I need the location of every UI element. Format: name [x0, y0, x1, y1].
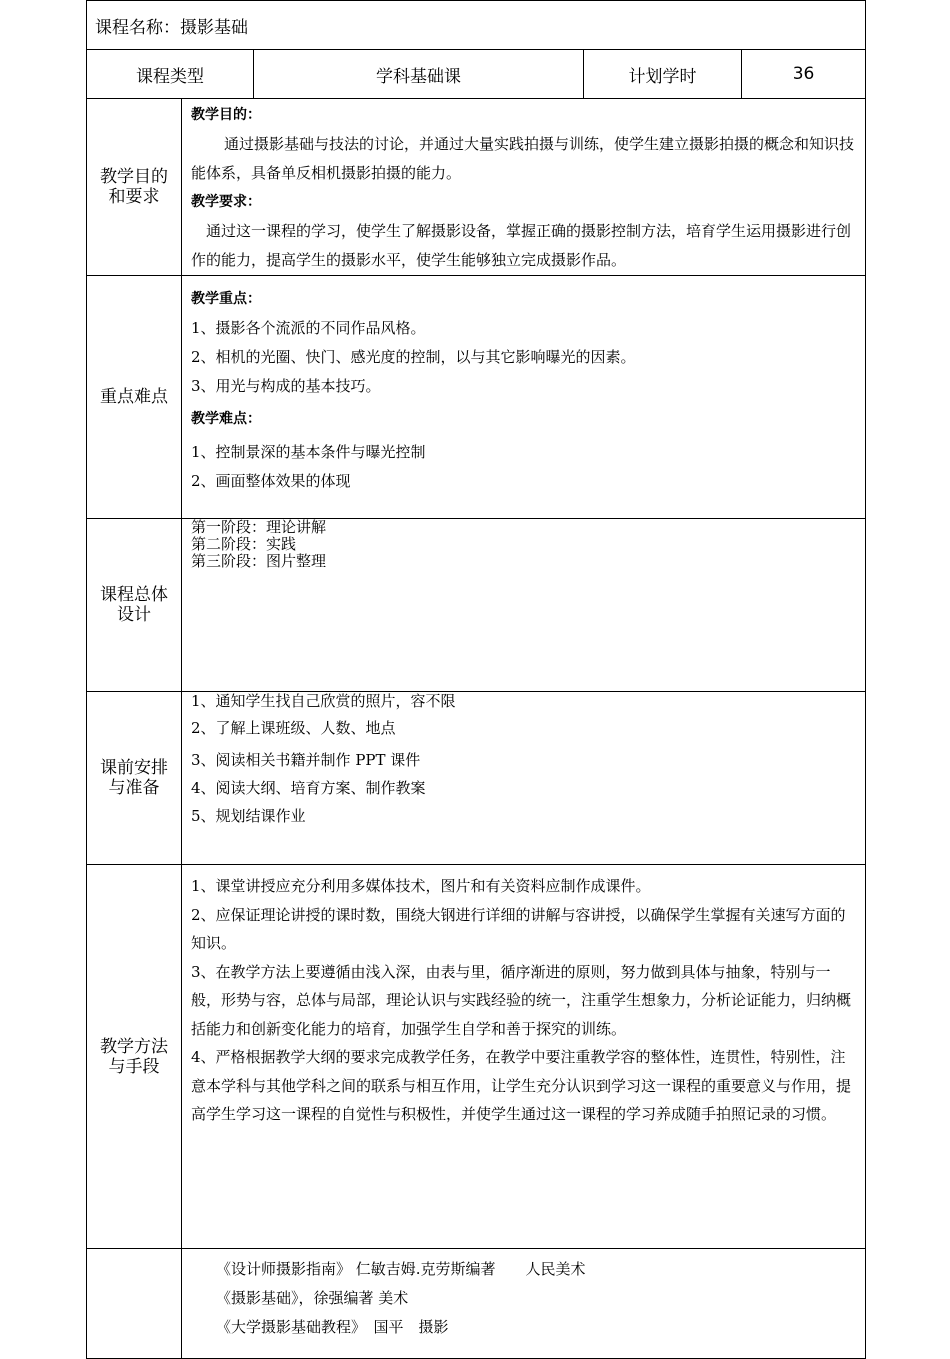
purpose-heading: 教学目的： — [191, 107, 261, 123]
method-item: 1、课堂讲授应充分利用多媒体技术，图片和有关资料应制作成课件。 — [191, 877, 651, 895]
design-stage: 第三阶段：图片整理 — [191, 552, 327, 570]
references-content — [182, 1249, 866, 1359]
method-item: 4、严格根据教学大纲的要求完成教学任务，在教学中要注重教学容的整体性，连贯性，特别性，注意本学科与其他学科之间的联系与相互作用，让学生充分认识到学习这一课程的重要意义与作用，提高学生学习这一课程的自觉性与积极性，并使学生通过这一课程的学习养成随手拍照记录的习惯。 — [191, 1048, 852, 1123]
methods-content — [182, 865, 866, 1249]
focus-item: 2、相机的光圈、快门、感光度的控制，以与其它影响曝光的因素。 — [191, 348, 636, 366]
preparation-item: 5、规划结课作业 — [191, 807, 306, 825]
design-label — [87, 519, 182, 692]
objectives-row — [87, 99, 866, 276]
methods-label-line1: 教学方法 — [100, 1036, 168, 1057]
course-type-label: 课程类型 — [87, 50, 254, 99]
focus-item: 1、摄影各个流派的不同作品风格。 — [191, 319, 426, 337]
design-stage: 第一阶段：理论讲解 — [191, 518, 327, 536]
reference-item: 《摄影基础》，徐强编著 美术 — [216, 1289, 409, 1307]
methods-label-line2: 与手段 — [108, 1056, 160, 1077]
course-sheet — [86, 0, 865, 1344]
preparation-label-line1: 课前安排 — [100, 758, 168, 778]
reference-item: 《设计师摄影指南》 仁敏吉姆.克劳斯编著 人民美术 — [216, 1260, 586, 1278]
objectives-label-line1: 教学目的 — [100, 167, 168, 187]
design-stage: 第二阶段：实践 — [191, 535, 297, 553]
focus-item: 3、用光与构成的基本技巧。 — [191, 377, 381, 395]
design-label-line2: 设计 — [117, 605, 151, 625]
methods-label — [87, 865, 182, 1249]
requirement-text: 通过这一课程的学习，使学生了解摄影设备，掌握正确的摄影控制方法，培育学生运用摄影进行创作的能力，提高学生的摄影水平，使学生能够独立完成摄影作品。 — [191, 222, 852, 269]
preparation-item: 1、通知学生找自己欣赏的照片，容不限 — [191, 692, 456, 710]
references-label — [87, 1249, 182, 1359]
preparation-item: 4、阅读大纲、培育方案、制作教案 — [191, 779, 426, 797]
difficulty-heading: 教学难点： — [191, 411, 261, 427]
preparation-label — [87, 692, 182, 865]
course-title: 课程名称：摄影基础 — [87, 1, 866, 50]
purpose-text: 通过摄影基础与技法的讨论，并通过大量实践拍摄与训练，使学生建立摄影拍摄的概念和知识技能体系，具备单反相机摄影拍摄的能力。 — [191, 135, 855, 182]
difficulty-item: 2、画面整体效果的体现 — [191, 472, 351, 490]
focus-heading: 教学重点： — [191, 291, 261, 307]
key-points-row — [87, 276, 866, 519]
preparation-row — [87, 692, 866, 865]
design-row — [87, 519, 866, 692]
preparation-label-line2: 与准备 — [108, 778, 160, 798]
objectives-label — [87, 99, 182, 276]
reference-item: 《大学摄影基础教程》 国平 摄影 — [216, 1318, 449, 1336]
objectives-content — [182, 99, 866, 276]
title-row — [87, 1, 866, 50]
key-points-content — [182, 276, 866, 519]
course-table — [86, 0, 866, 1359]
difficulty-item: 1、控制景深的基本条件与曝光控制 — [191, 443, 426, 461]
preparation-item: 3、阅读相关书籍并制作 PPT 课件 — [191, 751, 421, 769]
objectives-label-line2: 和要求 — [108, 187, 160, 207]
references-row — [87, 1249, 866, 1359]
planned-hours-label: 计划学时 — [584, 50, 742, 99]
meta-row — [87, 50, 866, 99]
preparation-item: 2、了解上课班级、人数、地点 — [191, 719, 396, 737]
design-content — [182, 519, 866, 692]
course-type-value: 学科基础课 — [254, 50, 584, 99]
design-label-line1: 课程总体 — [100, 585, 168, 605]
methods-row — [87, 865, 866, 1249]
preparation-content — [182, 692, 866, 865]
method-item: 2、应保证理论讲授的课时数，围绕大钢进行详细的讲解与容讲授，以确保学生掌握有关速写方面的知识。 — [191, 905, 846, 952]
method-item: 3、在教学方法上要遵循由浅入深，由表与里，循序渐进的原则，努力做到具体与抽象，特别与一般，形势与容，总体与局部，理论认识与实践经验的统一，注重学生想象力，分析论证能力，归纳概括能力和创新变化能力的培育，加强学生自学和善于探究的训练。 — [191, 962, 852, 1038]
key-points-label: 重点难点 — [87, 276, 182, 519]
requirement-heading: 教学要求： — [191, 194, 261, 210]
planned-hours-value: 36 — [742, 50, 866, 99]
